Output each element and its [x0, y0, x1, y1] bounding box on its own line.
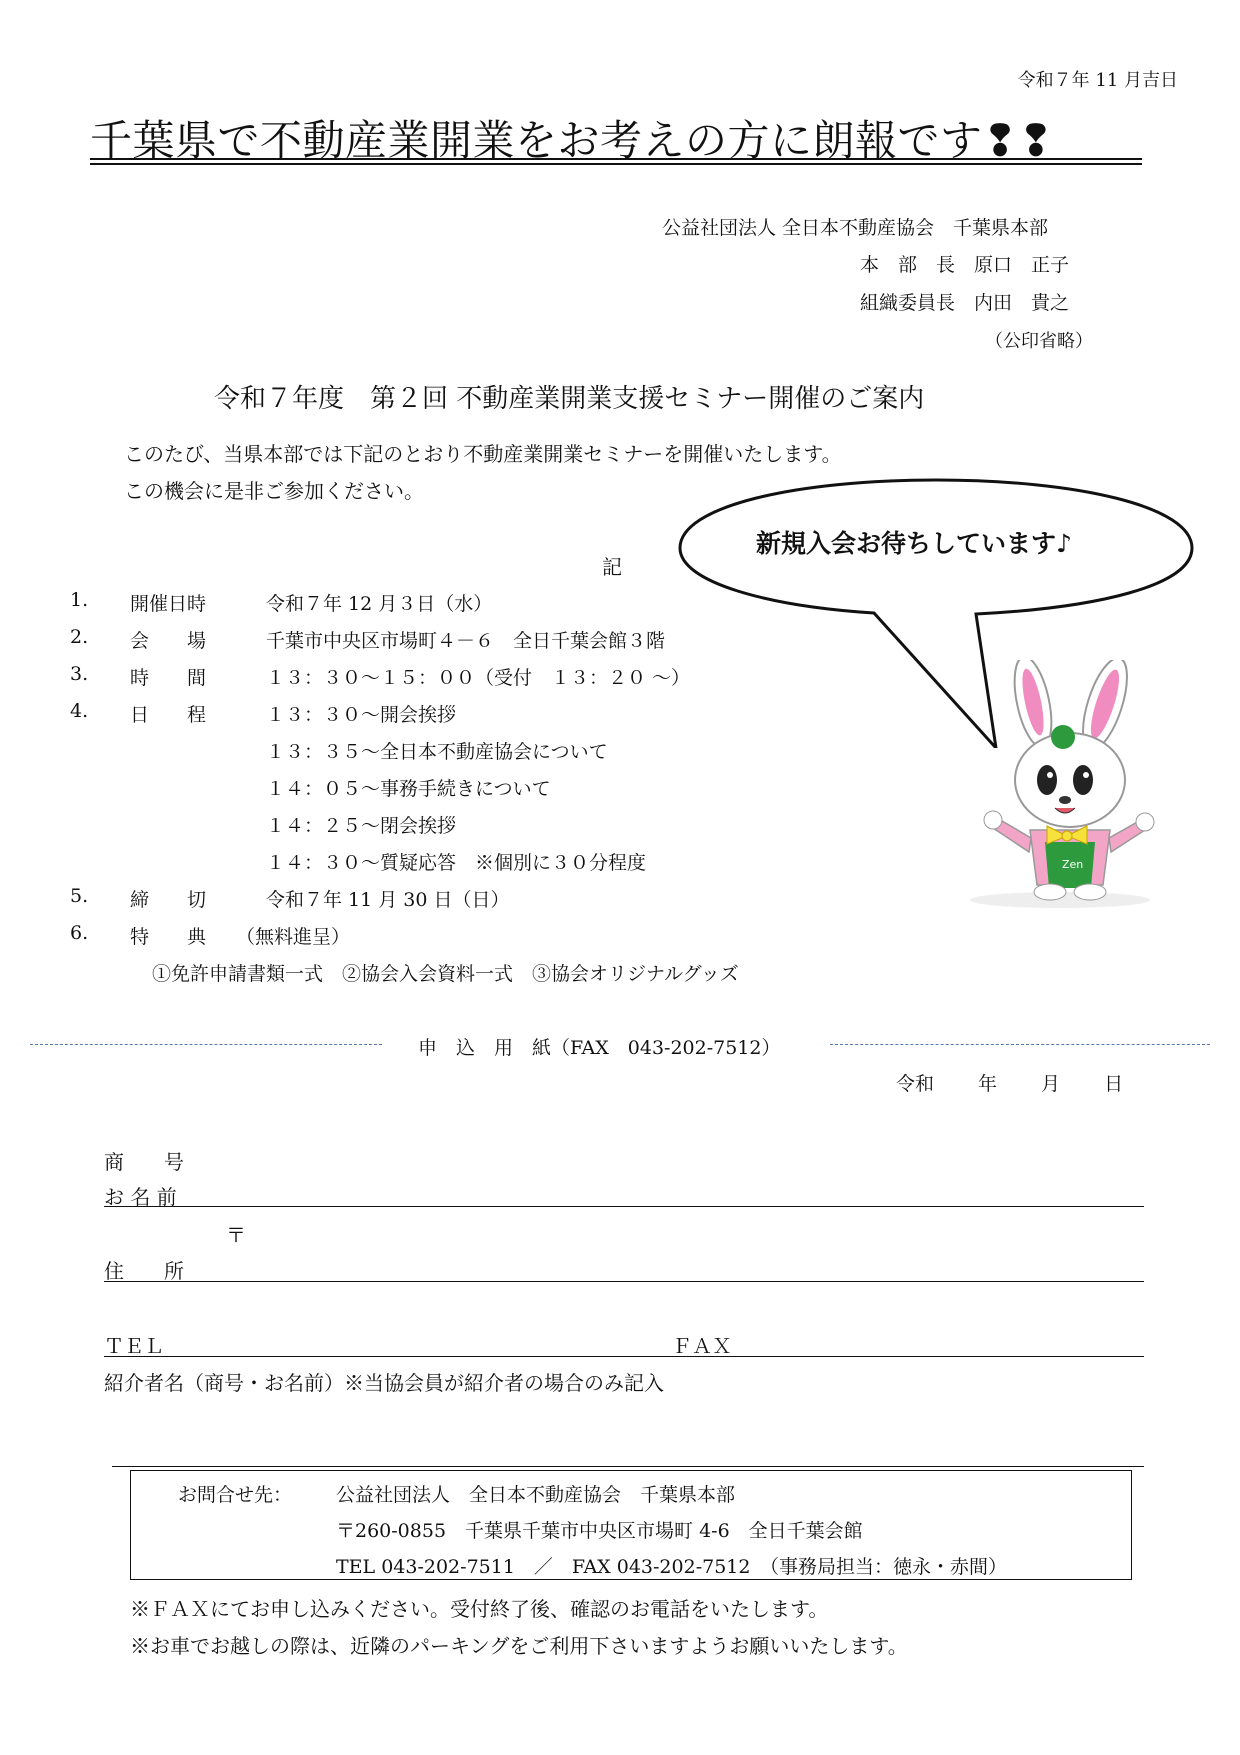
- item-4-num: 4.: [70, 700, 89, 722]
- schedule-item: １３：３５～全日本不動産協会について: [266, 741, 608, 763]
- rabbit-mascot-icon: [935, 660, 1195, 910]
- contact-label: お問合せ先：: [178, 1484, 293, 1506]
- item-6-value: （無料進呈）: [236, 926, 351, 948]
- referrer-input-line[interactable]: [112, 1466, 1144, 1467]
- item-5-num: 5.: [70, 885, 89, 907]
- item-1-value: 令和７年 12 月３日（水）: [266, 593, 493, 615]
- item-3-num: 3.: [70, 663, 89, 685]
- form-header: 申 込 用 紙（FAX 043-202-7512）: [418, 1037, 781, 1059]
- contact-org: 公益社団法人 全日本不動産協会 千葉県本部: [336, 1484, 736, 1506]
- contact-address: 〒260-0855 千葉県千葉市中央区市場町 4-6 全日千葉会館: [336, 1520, 863, 1542]
- name-input-line[interactable]: [104, 1206, 1144, 1207]
- intro-line-2: この機会に是非ご参加ください。: [124, 479, 424, 503]
- item-1-num: 1.: [70, 589, 89, 611]
- ki-heading: 記: [602, 555, 622, 579]
- item-2-num: 2.: [70, 626, 89, 648]
- item-2-value: 千葉市中央区市場町４－６ 全日千葉会館３階: [266, 630, 666, 652]
- benefits-list: ①免許申請書類一式 ②協会入会資料一式 ③協会オリジナルグッズ: [152, 963, 739, 985]
- seal-note: （公印省略）: [985, 331, 1093, 352]
- schedule-item: １４：２５～閉会挨拶: [266, 815, 457, 837]
- item-6-num: 6.: [70, 922, 89, 944]
- exclamation-marks: ❢❢: [982, 116, 1054, 165]
- note-fax: ※ＦＡＸにてお申し込みください。受付終了後、確認のお電話をいたします。: [130, 1597, 829, 1621]
- note-parking: ※お車でお越しの際は、近隣のパーキングをご利用下さいますようお願いいたします。: [130, 1634, 908, 1658]
- sender-chief: 本 部 長 原口 正子: [860, 254, 1070, 276]
- item-5-value: 令和７年 11 月 30 日（日）: [266, 889, 510, 911]
- field-fax-label: ＦＡＸ: [672, 1334, 732, 1358]
- contact-phones: TEL 043-202-7511 ／ FAX 043-202-7512 （事務局担当：徳永・赤間）: [336, 1556, 1007, 1578]
- item-4-value: １３：３０～開会挨拶: [266, 704, 457, 726]
- item-1-label: 開催日時: [130, 593, 207, 615]
- intro-line-1: このたび、当県本部では下記のとおり不動産業開業セミナーを開催いたします。: [124, 442, 842, 466]
- issue-date: 令和７年 11 月吉日: [1017, 70, 1178, 91]
- page-title-text: 千葉県で不動産業開業をお考えの方に朗報です: [90, 116, 983, 165]
- item-4-label: 日 程: [130, 704, 207, 726]
- postal-mark: 〒: [226, 1223, 246, 1247]
- item-2-label: 会 場: [130, 630, 207, 652]
- field-tel-label: ＴＥＬ: [104, 1334, 164, 1358]
- sender-org: 公益社団法人 全日本不動産協会 千葉県本部: [662, 217, 1049, 239]
- form-date: 令和 年 月 日: [896, 1073, 1124, 1095]
- title-underline: [90, 158, 1142, 160]
- title-underline-double: [90, 163, 1142, 165]
- notice-title: 令和７年度 第２回 不動産業開業支援セミナー開催のご案内: [214, 384, 925, 414]
- field-name-label: お 名 前: [104, 1185, 177, 1209]
- cut-line-left: [30, 1044, 382, 1045]
- field-address-label: 住 所: [104, 1259, 184, 1283]
- item-3-label: 時 間: [130, 667, 207, 689]
- tel-fax-input-line[interactable]: [104, 1356, 1144, 1357]
- item-6-label: 特 典: [130, 926, 207, 948]
- cut-line-right: [830, 1044, 1210, 1045]
- address-input-line[interactable]: [104, 1281, 1144, 1282]
- schedule-item: １４：３０～質疑応答 ※個別に３０分程度: [266, 852, 647, 874]
- schedule-item: １４：０５～事務手続きについて: [266, 778, 551, 800]
- sender-committee: 組織委員長 内田 貴之: [860, 292, 1070, 314]
- field-shogo-label: 商 号: [104, 1150, 184, 1174]
- item-3-value: １３：３０～１５：００（受付 １３：２０ ～）: [266, 667, 691, 689]
- field-referrer-label: 紹介者名（商号・お名前）※当協会員が紹介者の場合のみ記入: [104, 1371, 664, 1395]
- mascot-badge: Zen: [1062, 858, 1084, 871]
- item-5-label: 締 切: [130, 889, 207, 911]
- bubble-text: 新規入会お待ちしています♪: [756, 529, 1072, 558]
